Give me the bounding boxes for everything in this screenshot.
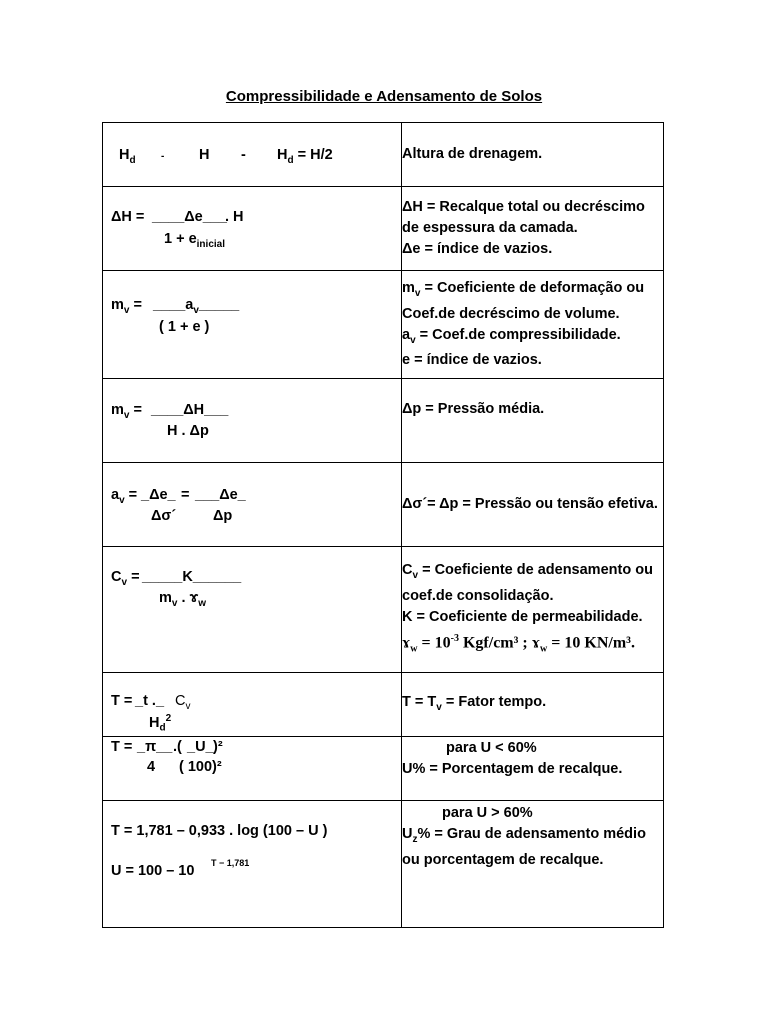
formula-dot-h: . H — [225, 209, 244, 225]
formula-lhs: T = — [111, 739, 133, 755]
formula-table — [102, 122, 664, 928]
formula-denominator: 4 — [147, 759, 156, 775]
table-row — [103, 187, 664, 271]
table-row — [103, 673, 664, 737]
formula-cell — [103, 673, 402, 737]
formula-lhs: $C_v$ = — [111, 569, 140, 588]
description-cell — [402, 271, 664, 379]
formula-denominator: H . Δp — [167, 423, 209, 439]
formula-numerator: ____ΔH___ — [151, 402, 229, 418]
formula-denominator: Δσ´ — [151, 508, 177, 524]
formula-denominator: $1 + e_{inicial}$ — [164, 231, 226, 250]
formula-denominator: ( 100)² — [179, 759, 222, 775]
formula-cv: $C_v$ — [175, 693, 191, 712]
description-line: $m_v$ = Coeficiente de deformação ou — [402, 279, 645, 299]
description-line: $C_v$ = Coeficiente de adensamento ou coef.de consolidação. — [402, 561, 653, 604]
formula-numerator: _Δe_ — [141, 487, 176, 503]
formula-numerator: ____Δe___ — [152, 209, 227, 225]
formula-lhs: $m_v$ = — [111, 297, 142, 316]
formula-denominator: $m_v$ . ɤ$_w$ — [159, 590, 207, 609]
formula-denominator: ( 1 + e ) — [159, 319, 210, 335]
formula-lhs: ΔH = — [111, 209, 145, 225]
description-cell: Δσ´= Δp = Pressão ou tensão efetiva. — [402, 463, 664, 547]
formula-dash: - — [161, 151, 165, 162]
formula-numerator: ___Δe_ — [195, 487, 246, 503]
description-cell — [402, 187, 664, 271]
formula-numerator: _____K______ — [142, 569, 242, 585]
formula-hd-eq: $H_d = H/2$ — [277, 147, 333, 166]
description-line: ɤ$_w$ = $10^{-3}$ Kgf/cm³ ; ɤ$_w$ = 10 KN/m³. — [402, 632, 635, 655]
description-cell: Altura de drenagem. — [402, 123, 664, 187]
formula-cell — [103, 379, 402, 463]
table-row — [103, 547, 664, 673]
formula-h: H — [199, 147, 210, 163]
formula-numerator: _t ._ — [135, 693, 165, 709]
formula-t: T = 1,781 – 0,933 . log (100 – U ) — [111, 823, 328, 839]
description-line: Coef.de decréscimo de volume. — [402, 305, 620, 322]
formula-square: )² — [213, 739, 223, 755]
description-cell — [402, 737, 664, 801]
formula-numerator: $\_\_\_\_a_v\_\_\_\_\_$ — [153, 297, 240, 316]
formula-dash: - — [241, 147, 246, 163]
formula-cell — [103, 801, 402, 928]
formula-pi: _π__ — [137, 739, 173, 755]
formula-hd: $H_d$ — [119, 147, 136, 166]
description-line: K = Coeficiente de permeabilidade. — [402, 608, 643, 625]
description-cell — [402, 801, 664, 928]
description-line: U% = Porcentagem de recalque. — [402, 761, 623, 777]
formula-exponent: T − 1,781 — [211, 858, 250, 868]
formula-lhs: $m_v$ = — [111, 402, 142, 421]
formula-cell — [103, 123, 402, 187]
table-row — [103, 271, 664, 379]
formula-cell — [103, 547, 402, 673]
table-row — [103, 463, 664, 547]
description-line: e = índice de vazios. — [402, 352, 542, 369]
table-row — [103, 737, 664, 801]
description-cell — [402, 547, 664, 673]
formula-paren: .( — [173, 739, 182, 755]
formula-cell — [103, 187, 402, 271]
formula-lhs: $a_v$ = — [111, 487, 138, 506]
table-row — [103, 801, 664, 928]
formula-cell — [103, 463, 402, 547]
description-line: para U > 60% — [442, 805, 533, 821]
description-line: Δe = índice de vazios. — [402, 241, 553, 257]
table-row — [103, 123, 664, 187]
formula-equals: = — [181, 487, 190, 503]
description-line: $a_v$ = Coef.de compressibilidade. — [402, 326, 621, 346]
formula-denominator: $H_d^2$ — [149, 713, 172, 734]
description-cell: $T = T_v$ = Fator tempo. — [402, 673, 664, 737]
formula-u: U = 100 – 10 — [111, 863, 195, 879]
description-line: $U_z\%$ = Grau de adensamento médio ou porcentagem de recalque. — [402, 826, 646, 868]
description-cell: Δp = Pressão média. — [402, 379, 664, 463]
formula-denominator: Δp — [213, 508, 233, 524]
page-title: Compressibilidade e Adensamento de Solos — [225, 88, 543, 105]
description-line: ΔH = Recalque total ou decréscimo de espessura da camada. — [402, 199, 645, 236]
formula-u: _U_ — [187, 739, 214, 755]
table-row — [103, 379, 664, 463]
formula-cell — [103, 271, 402, 379]
formula-cell — [103, 737, 402, 801]
description-line: para U < 60% — [446, 740, 537, 756]
formula-lhs: T = — [111, 693, 133, 709]
